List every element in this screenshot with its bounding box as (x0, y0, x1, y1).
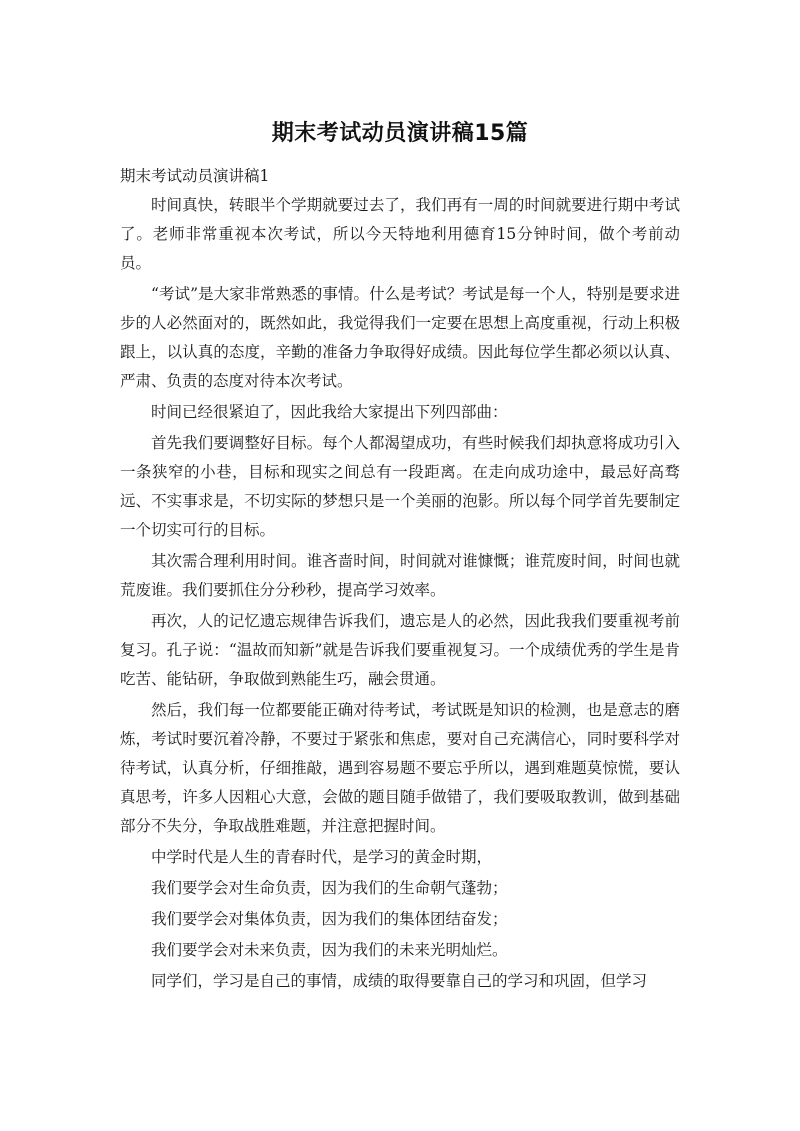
paragraph: 我们要学会对集体负责，因为我们的集体团结奋发； (151, 910, 508, 928)
paragraph: 同学们，学习是自己的事情，成绩的取得要靠自己的学习和巩固，但学习 (151, 972, 648, 990)
paragraph: 首先我们要调整好目标。每个人都渴望成功，有些时候我们却执意将成功引入一条狭窄的小巷，目标和现实之间总有一段距离。在走向成功途中，最忌好高骛远、不实事求是，不切实际的梦想只是一个美丽的泡影。所以每个同学首先要制定一个切实可行的目标。 (120, 434, 680, 539)
paragraph: 中学时代是人生的青春时代，是学习的黄金时期， (151, 848, 493, 866)
paragraph: 时间真快，转眼半个学期就要过去了，我们再有一周的时间就要进行期中考试了。老师非常重视本次考试，所以今天特地利用德育15分钟时间，做个考前动员。 (120, 196, 680, 272)
document-title: 期末考试动员演讲稿15篇 (271, 121, 529, 146)
paragraph: “考试”是大家非常熟悉的事情。什么是考试？考试是每一个人，特别是要求进步的人必然面对的，既然如此，我觉得我们一定要在思想上高度重视，行动上积极跟上，以认真的态度，辛勤的准备力争取得好成绩。因此每位学生都必须以认真、严肃、负责的态度对待本次考试。 (120, 285, 680, 390)
paragraph: 其次需合理利用时间。谁吝啬时间，时间就对谁慷慨；谁荒废时间，时间也就荒废谁。我们要抓住分分秒秒，提高学习效率。 (120, 552, 680, 599)
paragraph: 我们要学会对未来负责，因为我们的未来光明灿烂。 (151, 941, 508, 959)
paragraph: 然后，我们每一位都要能正确对待考试，考试既是知识的检测，也是意志的磨炼，考试时要沉着冷静，不要过于紧张和焦虑，要对自己充满信心，同时要科学对待考试，认真分析，仔细推敲，遇到容易题不要忘乎所以，遇到难题莫惊慌，要认真思考，许多人因粗心大意，会做的题目随手做错了，我们要吸取教训，做到基础部分不失分，争取战胜难题，并注意把握时间。 (120, 701, 680, 835)
section-heading: 期末考试动员演讲稿1 (120, 167, 270, 185)
document-page (120, 118, 680, 998)
paragraph: 再次，人的记忆遗忘规律告诉我们，遗忘是人的必然，因此我我们要重视考前复习。孔子说：“温故而知新”就是告诉我们要重视复习。一个成绩优秀的学生是肯吃苦、能钻研，争取做到熟能生巧，融会贯通。 (120, 612, 680, 688)
paragraph: 我们要学会对生命负责，因为我们的生命朝气蓬勃； (151, 879, 508, 897)
paragraph: 时间已经很紧迫了，因此我给大家提出下列四部曲： (151, 403, 508, 421)
